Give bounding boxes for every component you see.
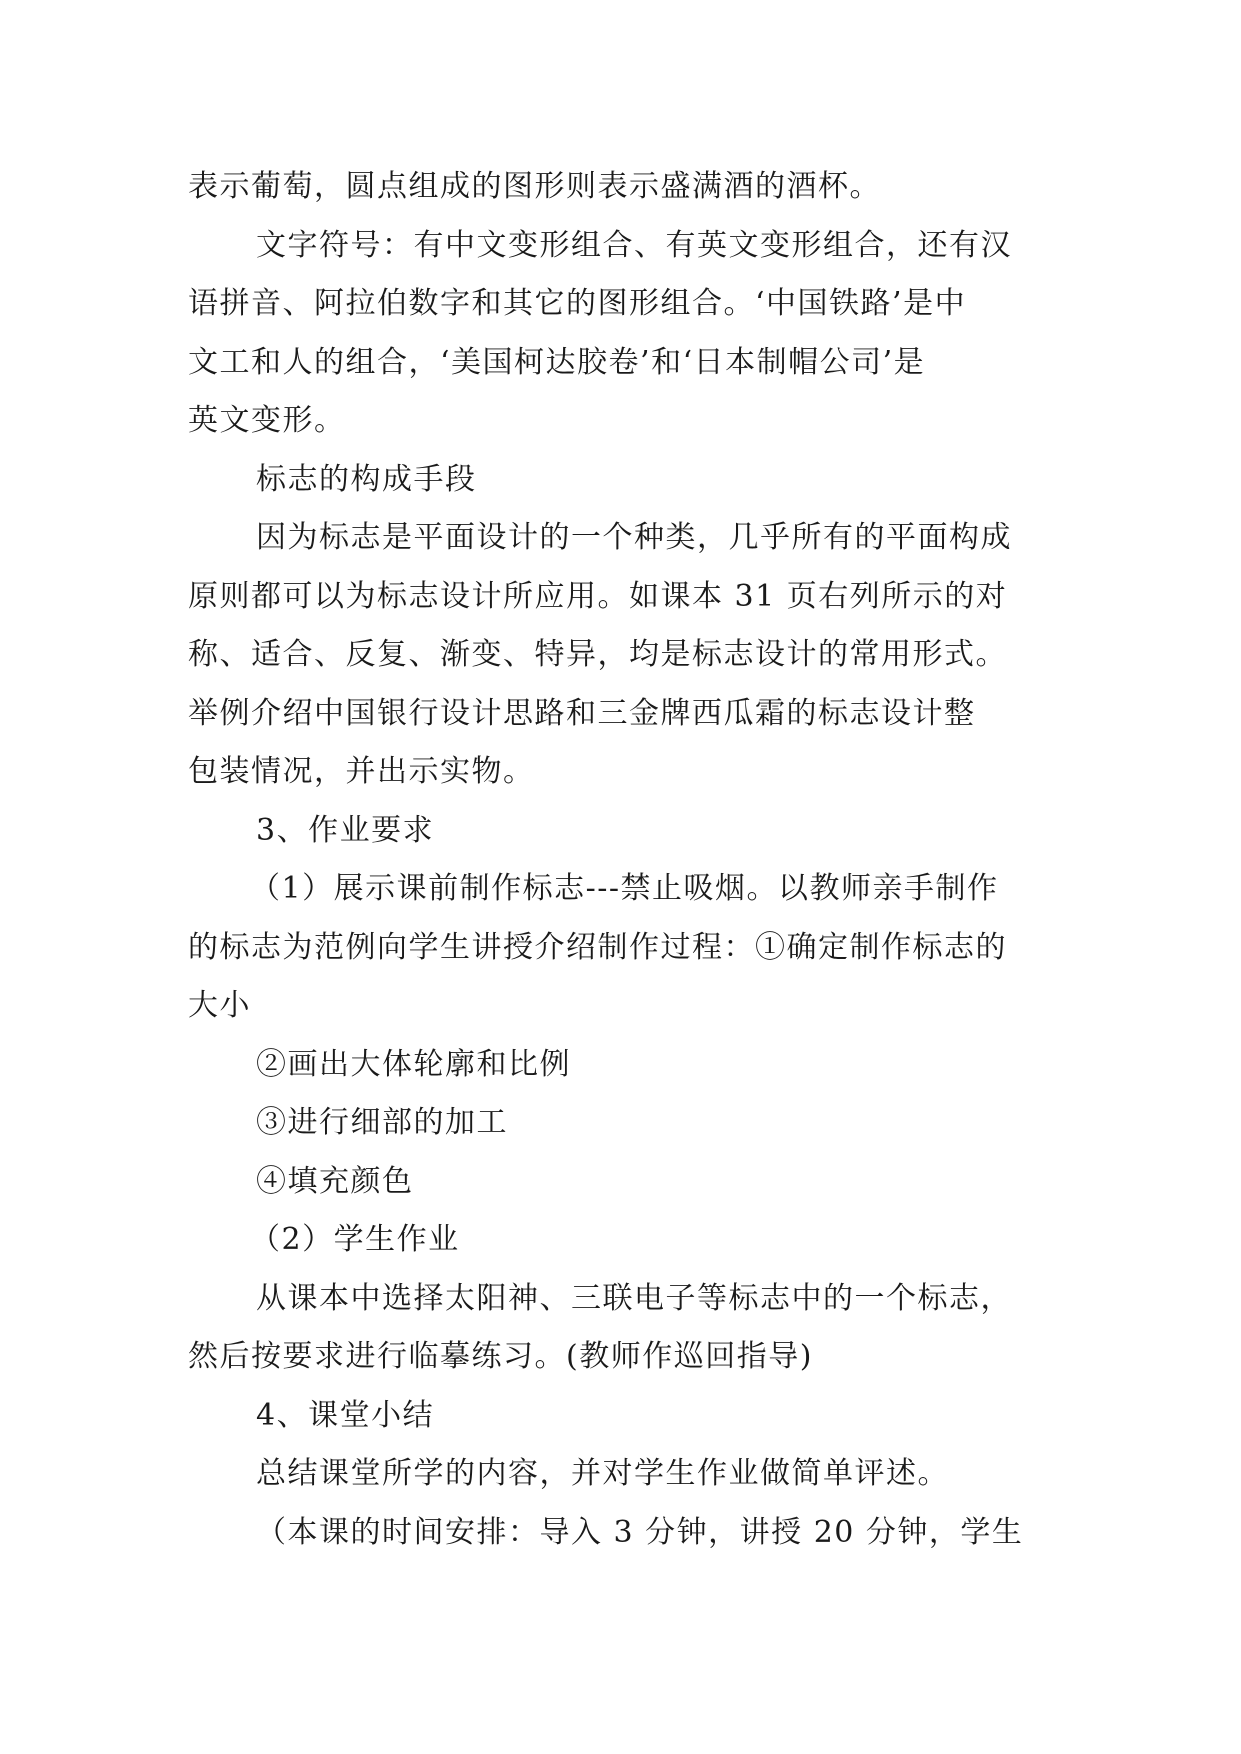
paragraph-line: 语拼音、阿拉伯数字和其它的图形组合。‘中国铁路’是中 bbox=[188, 286, 967, 321]
paragraph-line: 因为标志是平面设计的一个种类，几乎所有的平面构成 bbox=[256, 520, 1012, 555]
section-heading: 3、作业要求 bbox=[256, 812, 435, 848]
paragraph-line: 称、适合、反复、渐变、特异，均是标志设计的常用形式。 bbox=[188, 637, 1007, 672]
section-heading: 4、课堂小结 bbox=[256, 1397, 435, 1433]
paragraph-line: 英文变形。 bbox=[188, 403, 346, 438]
list-item: ②画出大体轮廓和比例 bbox=[256, 1046, 571, 1082]
paragraph-line: （本课的时间安排：导入 3 分钟，讲授 20 分钟，学生 bbox=[256, 1514, 1024, 1550]
section-heading: 标志的构成手段 bbox=[256, 461, 477, 497]
paragraph-line: 总结课堂所学的内容，并对学生作业做简单评述。 bbox=[256, 1456, 949, 1491]
paragraph-line: 文工和人的组合，‘美国柯达胶卷’和‘日本制帽公司’是 bbox=[188, 344, 926, 380]
paragraph-line: 的标志为范例向学生讲授介绍制作过程：①确定制作标志的 bbox=[188, 929, 1007, 965]
paragraph-line: 包装情况，并出示实物。 bbox=[188, 754, 535, 789]
list-item: ④填充颜色 bbox=[256, 1163, 414, 1199]
paragraph-line: 大小 bbox=[188, 988, 251, 1023]
paragraph-line: 从课本中选择太阳神、三联电子等标志中的一个标志， bbox=[256, 1280, 1012, 1316]
paragraph-line: 表示葡萄，圆点组成的图形则表示盛满酒的酒杯。 bbox=[188, 169, 881, 204]
document-body bbox=[188, 158, 1068, 1562]
list-item: （1）展示课前制作标志---禁止吸烟。以教师亲手制作 bbox=[250, 871, 999, 906]
paragraph-line: 然后按要求进行临摹练习。(教师作巡回指导) bbox=[188, 1339, 813, 1374]
list-item: ③进行细部的加工 bbox=[256, 1105, 508, 1140]
paragraph-line: 原则都可以为标志设计所应用。如课本 31 页右列所示的对 bbox=[188, 578, 1008, 614]
paragraph-line: 文字符号：有中文变形组合、有英文变形组合，还有汉 bbox=[256, 227, 1012, 263]
list-item: （2）学生作业 bbox=[250, 1222, 460, 1257]
paragraph-line: 举例介绍中国银行设计思路和三金牌西瓜霜的标志设计整 bbox=[188, 695, 976, 731]
